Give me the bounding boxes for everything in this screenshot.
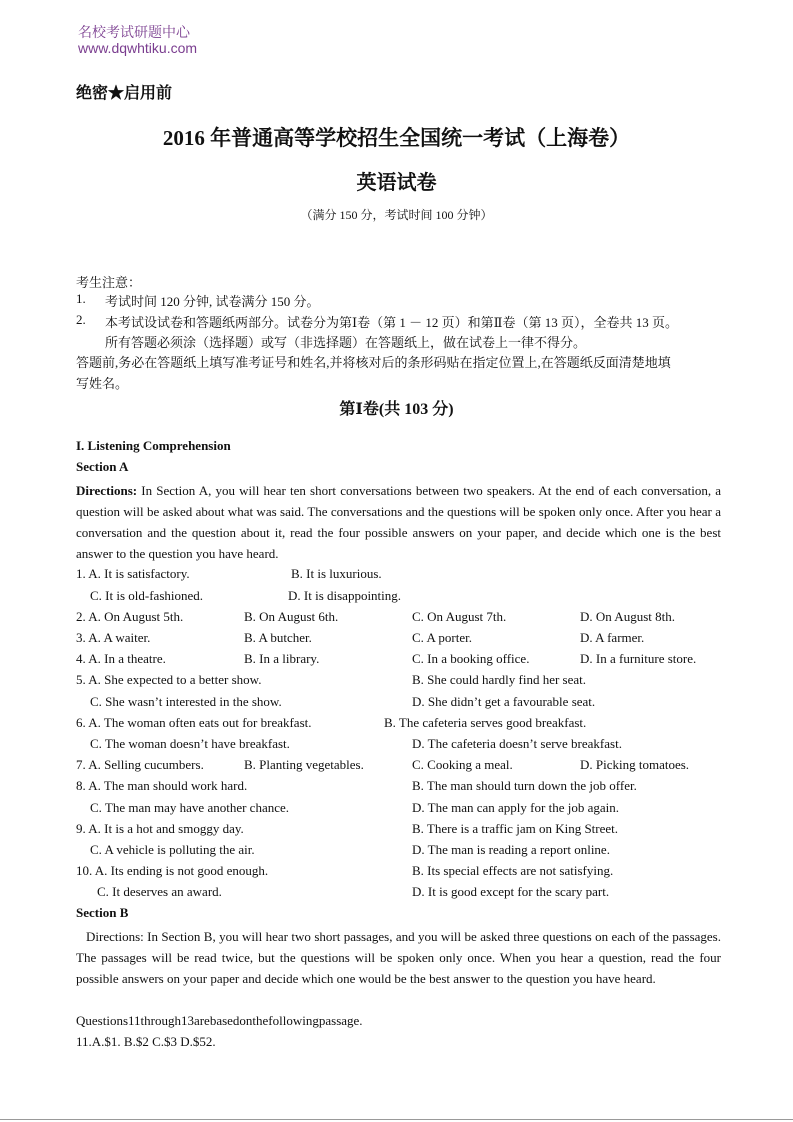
q1-a: 1. A. It is satisfactory. — [76, 566, 190, 581]
q2-c: C. On August 7th. — [412, 609, 507, 624]
notice-item1: 考试时间 120 分钟, 试卷满分 150 分。 — [105, 294, 320, 309]
q4-d: D. In a furniture store. — [580, 651, 697, 666]
q8-c: C. The man may have another chance. — [90, 800, 290, 815]
q2-b: B. On August 6th. — [244, 609, 339, 624]
notice-line3a: 答题前,务必在答题纸上填写准考证号和姓名,并将核对后的条形码贴在指定位置上,在答题纸反面清楚地填 — [76, 355, 671, 370]
exam-subtitle: 英语试卷 — [356, 172, 437, 194]
q5-c: C. She wasn’t interested in the show. — [90, 694, 282, 709]
q1-b: B. It is luxurious. — [291, 566, 382, 581]
q4-b: B. In a library. — [244, 651, 320, 666]
q7-a: 7. A. Selling cucumbers. — [76, 757, 204, 772]
exam-title: 2016 年普通高等学校招生全国统一考试（上海卷） — [162, 126, 631, 150]
q8-d: D. The man can apply for the job again. — [412, 800, 619, 815]
section-a-directions — [76, 480, 721, 564]
q4-a: 4. A. In a theatre. — [76, 651, 166, 666]
q5-a: 5. A. She expected to a better show. — [76, 672, 262, 687]
directions-text: In Section A, you will hear ten short conversations between two speakers. At the end of each conversation, a question will be asked about what was said. The conversations and the questions will be spoken only once. After you hear a conversation and the question about it, read the four possible answers on your paper, and decide which one is the best answer to the question you have heard. — [76, 483, 721, 561]
q3-c: C. A porter. — [412, 630, 472, 645]
section-b-heading: Section B — [76, 905, 129, 920]
q2-a: 2. A. On August 5th. — [76, 609, 184, 624]
q10-b: B. Its special effects are not satisfying. — [412, 863, 614, 878]
q7-d: D. Picking tomatoes. — [580, 757, 690, 772]
q6-c: C. The woman doesn’t have breakfast. — [90, 736, 290, 751]
notice-item1-num: 1. — [76, 291, 86, 306]
q9-b: B. There is a traffic jam on King Street. — [412, 821, 619, 836]
q9-d: D. The man is reading a report online. — [412, 842, 610, 857]
q5-d: D. She didn’t get a favourable seat. — [412, 694, 596, 709]
score-note: （满分 150 分，考试时间 100 分钟） — [300, 208, 493, 222]
page-bottom-border — [0, 1119, 793, 1120]
directions-label: Directions: — [76, 483, 138, 498]
notice-item2a: 本考试设试卷和答题纸两部分。试卷分为第Ⅰ卷（第 1 － 12 页）和第Ⅱ卷（第 13 页），全卷共 13 页。 — [105, 315, 678, 330]
q9-c: C. A vehicle is polluting the air. — [90, 842, 255, 857]
listening-heading: I. Listening Comprehension — [76, 438, 231, 453]
notice-item2b: 所有答题必须涂（选择题）或写（非选择题）在答题纸上，做在试卷上一律不得分。 — [105, 335, 587, 350]
section-a-heading: Section A — [76, 459, 129, 474]
q8-a: 8. A. The man should work hard. — [76, 778, 248, 793]
section-b-directions: Directions: In Section B, you will hear two short passages, and you will be asked three questions on each of the passages. The passages will be read twice, but the questions will be spoken only once. When you hear a question, read the four possible answers on your paper and decide which one would be the best answer to the question you have heard. — [76, 929, 721, 986]
secret-label: 绝密★启用前 — [76, 85, 173, 102]
q11-13-intro: Questions11through13arebasedonthefollowingpassage. — [76, 1013, 363, 1028]
q6-a: 6. A. The woman often eats out for breakfast. — [76, 715, 312, 730]
q4-c: C. In a booking office. — [412, 651, 530, 666]
watermark-url[interactable]: www.dqwhtiku.com — [78, 40, 198, 56]
q1-d: D. It is disappointing. — [288, 588, 402, 603]
q5-b: B. She could hardly find her seat. — [412, 672, 587, 687]
q6-b: B. The cafeteria serves good breakfast. — [384, 715, 587, 730]
q7-b: B. Planting vegetables. — [244, 757, 364, 772]
watermark-name: 名校考试研题中心 — [78, 24, 190, 40]
notice-line3b: 写姓名。 — [76, 376, 129, 391]
q10-a: 10. A. Its ending is not good enough. — [76, 863, 269, 878]
notice-item2-num: 2. — [76, 312, 86, 327]
q3-a: 3. A. A waiter. — [76, 630, 151, 645]
q3-b: B. A butcher. — [244, 630, 312, 645]
q10-c: C. It deserves an award. — [97, 884, 222, 899]
q1-c: C. It is old-fashioned. — [90, 588, 204, 603]
q2-d: D. On August 8th. — [580, 609, 675, 624]
q10-d: D. It is good except for the scary part. — [412, 884, 610, 899]
part1-title: 第Ⅰ卷(共 103 分) — [339, 401, 454, 418]
q3-d: D. A farmer. — [580, 630, 645, 645]
q8-b: B. The man should turn down the job offer. — [412, 778, 637, 793]
q6-d: D. The cafeteria doesn’t serve breakfast. — [412, 736, 622, 751]
q9-a: 9. A. It is a hot and smoggy day. — [76, 821, 244, 836]
notice-heading: 考生注意： — [76, 275, 142, 290]
q7-c: C. Cooking a meal. — [412, 757, 513, 772]
q11-options: 11.A.$1. B.$2 C.$3 D.$52. — [76, 1034, 216, 1049]
